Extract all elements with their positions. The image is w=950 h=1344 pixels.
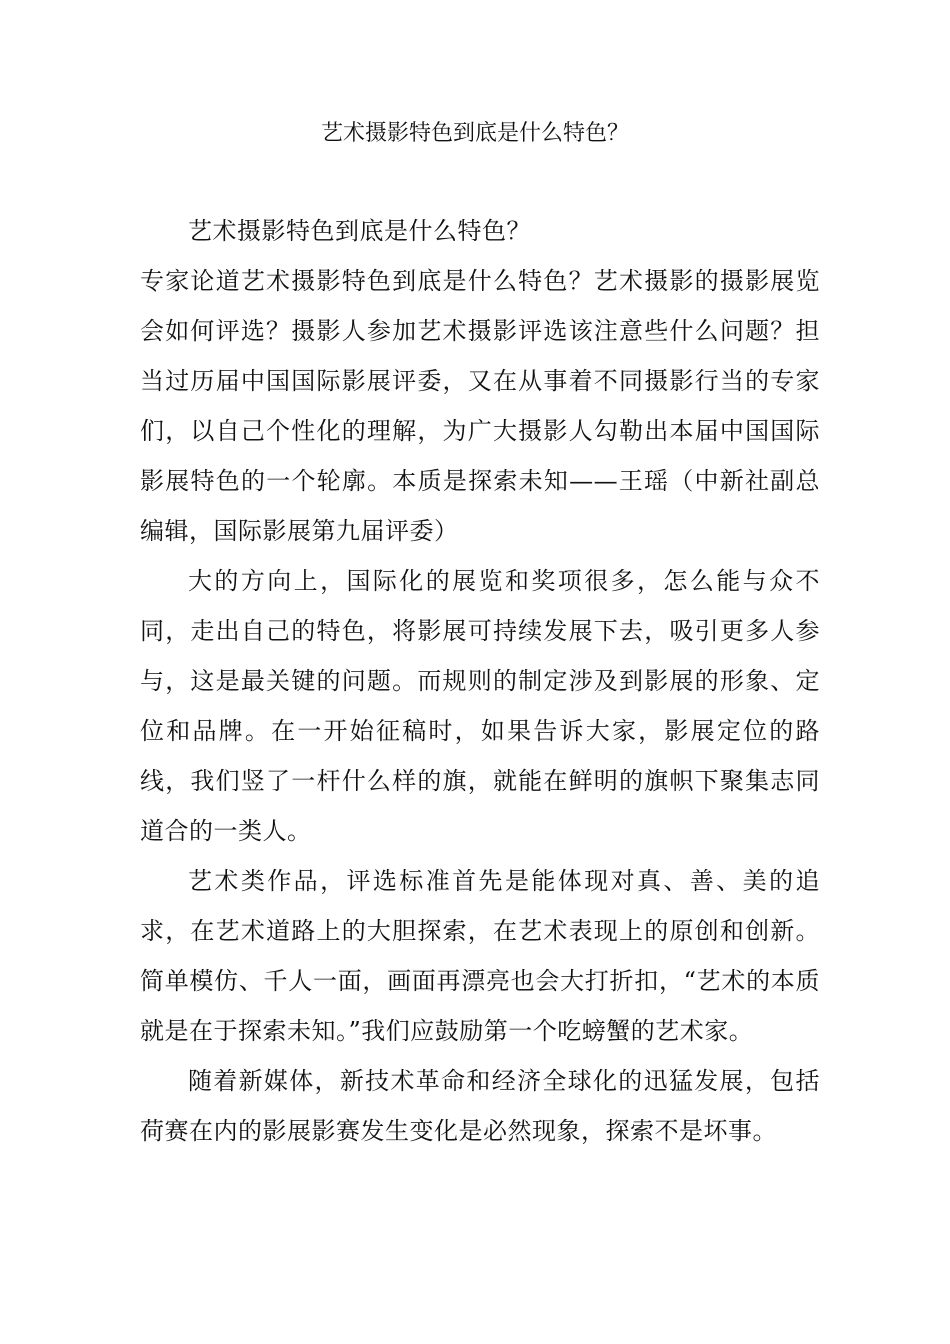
document-body [140, 206, 820, 1156]
paragraph-subtitle: 艺术摄影特色到底是什么特色？ [188, 217, 531, 245]
paragraph-criteria: 艺术类作品，评选标准首先是能体现对真、善、美的追求，在艺术道路上的大胆探索，在艺术表现上的原创和创新。简单模仿、千人一面，画面再漂亮也会大打折扣，“艺术的本质就是在于探索未知。”我们应鼓励第一个吃螃蟹的艺术家。 [140, 867, 820, 1045]
document-title: 艺术摄影特色到底是什么特色？ [320, 121, 629, 146]
paragraph-intro: 专家论道艺术摄影特色到底是什么特色？艺术摄影的摄影展览会如何评选？摄影人参加艺术摄影评选该注意些什么问题？担当过历届中国国际影展评委，又在从事着不同摄影行当的专家们，以自己个性化的理解，为广大摄影人勾勒出本届中国国际影展特色的一个轮廓。本质是探索未知——王瑶（中新社副总编辑，国际影展第九届评委） [140, 267, 820, 545]
paragraph-direction: 大的方向上，国际化的展览和奖项很多，怎么能与众不同，走出自己的特色，将影展可持续发展下去，吸引更多人参与，这是最关键的问题。而规则的制定涉及到影展的形象、定位和品牌。在一开始征稿时，如果告诉大家，影展定位的路线，我们竖了一杆什么样的旗，就能在鲜明的旗帜下聚集志同道合的一类人。 [140, 567, 820, 845]
paragraph-new-media: 随着新媒体，新技术革命和经济全球化的迅猛发展，包括荷赛在内的影展影赛发生变化是必然现象，探索不是坏事。 [140, 1067, 820, 1145]
